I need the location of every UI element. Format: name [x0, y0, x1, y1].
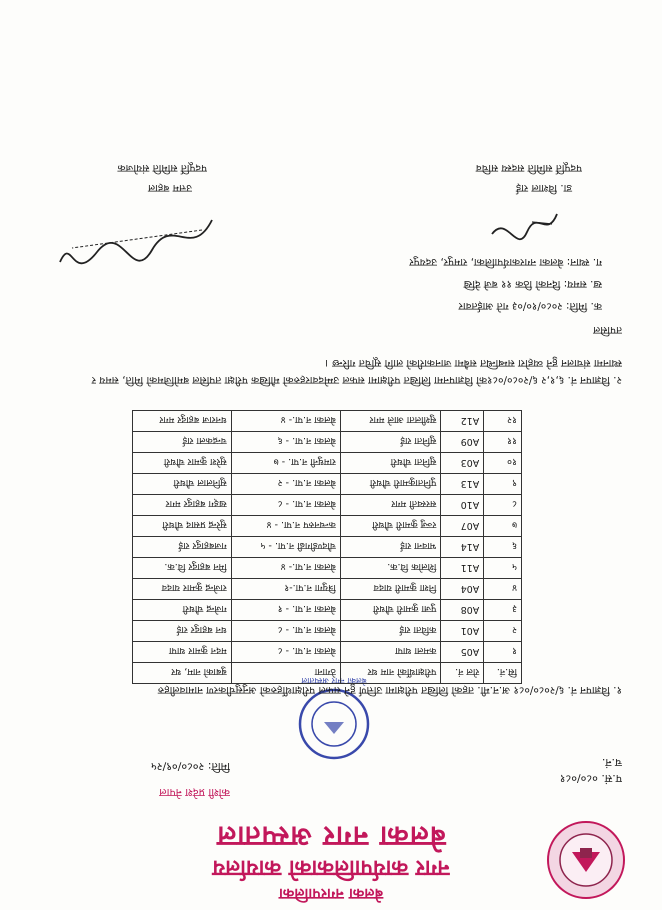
cell: A13 — [441, 474, 484, 495]
cell: बेलका न.पा.- ४ — [231, 411, 340, 432]
fiscal-year: प.सं. ०८०/०८१ — [559, 772, 622, 785]
col-roll: रोल नं. — [441, 663, 484, 684]
cell: गजेन्द्र चौधरी — [133, 600, 232, 621]
table-row — [133, 411, 522, 432]
cell: राजेन्द्र कुमार यादव — [133, 579, 232, 600]
cell: सुशीलता आले मगर — [340, 411, 441, 432]
cell: सुनिलाल चौधरी — [133, 474, 232, 495]
cell: A09 — [441, 432, 484, 453]
col-name: परीक्षार्थीको नाम थर — [340, 663, 441, 684]
cell: १० — [484, 453, 522, 474]
cell: बेलका न.पा. - ८ — [231, 495, 340, 516]
table-row — [133, 600, 522, 621]
cell: A07 — [441, 516, 484, 537]
cell: बेलका न.पा. - २ — [231, 474, 340, 495]
cell: A01 — [441, 621, 484, 642]
table-row — [133, 495, 522, 516]
schedule-date: क. मिति: २०८०/१०/०३ गते आईतवार — [458, 300, 602, 312]
cell: A04 — [441, 579, 484, 600]
col-address: ठेगाना — [231, 663, 340, 684]
coordinator-title: पदपूर्ति समिति संयोजक — [117, 162, 207, 174]
cell: १२ — [484, 411, 522, 432]
issue-date: मिति: २०८०/०९/२५ — [151, 760, 230, 773]
cell: ८ — [484, 495, 522, 516]
section-1-text: १. विज्ञापन नं. ६/२०८०/०८१ अ.न.मी. तहको लिखित परीक्षामा उत्तिर्ण हुने सफल परीक्षार्थीहरुको अनुसुचीकरण नामावलीहरु — [157, 684, 622, 696]
signature-left-icon — [482, 204, 562, 244]
coordinator-name: उत्तम बहाल — [147, 182, 192, 194]
cell: कविता राई — [340, 621, 441, 642]
cell: ४ — [484, 579, 522, 600]
table-row — [133, 432, 522, 453]
cell: बेलका न.पा. - ६ — [231, 432, 340, 453]
cell: ५ — [484, 558, 522, 579]
cell: मिन बहादुर वि.क. — [133, 558, 232, 579]
table-row — [133, 579, 522, 600]
section-2-text: २. विज्ञापन नं. ६,१,२ ६/२०८०/०८१को विज्ञापनमा लिखित परीक्षामा सफल उम्मेदवारहरुको मौखिक परीक्षा तपसिल बमोजिमको मिति, समय र स्थानमा संचालन हुने व्यहोरा सम्बन्धित सबैमा जानकारीको लागि सूचित गरिन्छ । — [91, 357, 622, 386]
cell: ९ — [484, 474, 522, 495]
dispatch-number: च.नं. — [601, 756, 622, 769]
cell: कन्चनरुप न.पा. - ४ — [231, 516, 340, 537]
cell: २ — [484, 621, 522, 642]
cell: सुनिता चौधरी — [340, 453, 441, 474]
cell: A03 — [441, 453, 484, 474]
table-row — [133, 474, 522, 495]
cell: १ — [484, 642, 522, 663]
municipality-name: बेलका नगरपालिका — [278, 885, 384, 903]
cell: रामधुनी न.पा. - ७ — [231, 453, 340, 474]
cell: गजबहादुर राई — [133, 537, 232, 558]
seal-text: बेलका नगर अस्पताल — [301, 675, 367, 685]
cell: बेलका न.पा. - १ — [231, 600, 340, 621]
cell: सरस्वती मगर — [340, 495, 441, 516]
cell: ३ — [484, 600, 522, 621]
cell: शिलोक वि.क. — [340, 558, 441, 579]
cell: भावना राई — [340, 537, 441, 558]
cell: ११ — [484, 432, 522, 453]
cell: A14 — [441, 537, 484, 558]
cell: पुनिताकुमारी चौधरी — [340, 474, 441, 495]
cell: बेलका न.पा. - ८ — [231, 621, 340, 642]
hospital-name: बेलका नगर अस्पताल — [216, 820, 446, 853]
cell: धन बहादुर राई — [133, 621, 232, 642]
cell: त्रियुगा न.पा.-१ — [231, 579, 340, 600]
cell: A12 — [441, 411, 484, 432]
cell: बेलका न.पा.- ४ — [231, 558, 340, 579]
table-row — [133, 621, 522, 642]
cell: निशा कुमारी यादव — [340, 579, 441, 600]
cell: मदन कुमार थापा — [133, 642, 232, 663]
table-row — [133, 453, 522, 474]
cell: पुजा कुमारी चौधरी — [340, 600, 441, 621]
cell: सुरेन्द्र प्रसाद चौधरी — [133, 516, 232, 537]
cell: ६ — [484, 537, 522, 558]
cell: A10 — [441, 495, 484, 516]
member-secretary-name: डा. विशाल राई — [515, 182, 572, 194]
col-serial: सि.नं. — [484, 663, 522, 684]
schedule-heading: तपसिल — [593, 324, 622, 336]
candidate-table — [132, 410, 522, 684]
cell: रञ्जु कुमारी चौधरी — [340, 516, 441, 537]
office-name: नगर कार्यपालिकाको कार्यालय — [212, 855, 450, 880]
cell: A11 — [441, 558, 484, 579]
table-header-row — [133, 663, 522, 684]
cell: धनराज बहादुर मगर — [133, 411, 232, 432]
member-secretary-title: पदपूर्ति समिति सदस्य सचिव — [475, 162, 582, 174]
cell: सुरेश कुमार चौधरी — [133, 453, 232, 474]
cell: सुनिता राई — [340, 432, 441, 453]
province-name: कोशी प्रदेश नेपाल — [159, 786, 230, 799]
cell: चन्द्रकला राई — [133, 432, 232, 453]
cell: खड्ग बहादुर मगर — [133, 495, 232, 516]
cell: A05 — [441, 642, 484, 663]
cell: चौदण्डीगढी न.पा. - ५ — [231, 537, 340, 558]
cell: कमला थापा — [340, 642, 441, 663]
cell: A08 — [441, 600, 484, 621]
table-row — [133, 642, 522, 663]
table-row — [133, 558, 522, 579]
col-father: बुबाको नाम, थर — [133, 663, 232, 684]
table-row — [133, 537, 522, 558]
signature-right-icon — [52, 210, 222, 270]
schedule-time: ख. समय: दिनको ठिक ११ बजे देखि — [463, 278, 602, 290]
cell: बेलका न.पा. - ८ — [231, 642, 340, 663]
cell: ७ — [484, 516, 522, 537]
schedule-venue: ग. स्थान: बेलका नगरकार्यपालिका, रामपुर, उदयपुर — [409, 256, 602, 268]
table-row — [133, 516, 522, 537]
